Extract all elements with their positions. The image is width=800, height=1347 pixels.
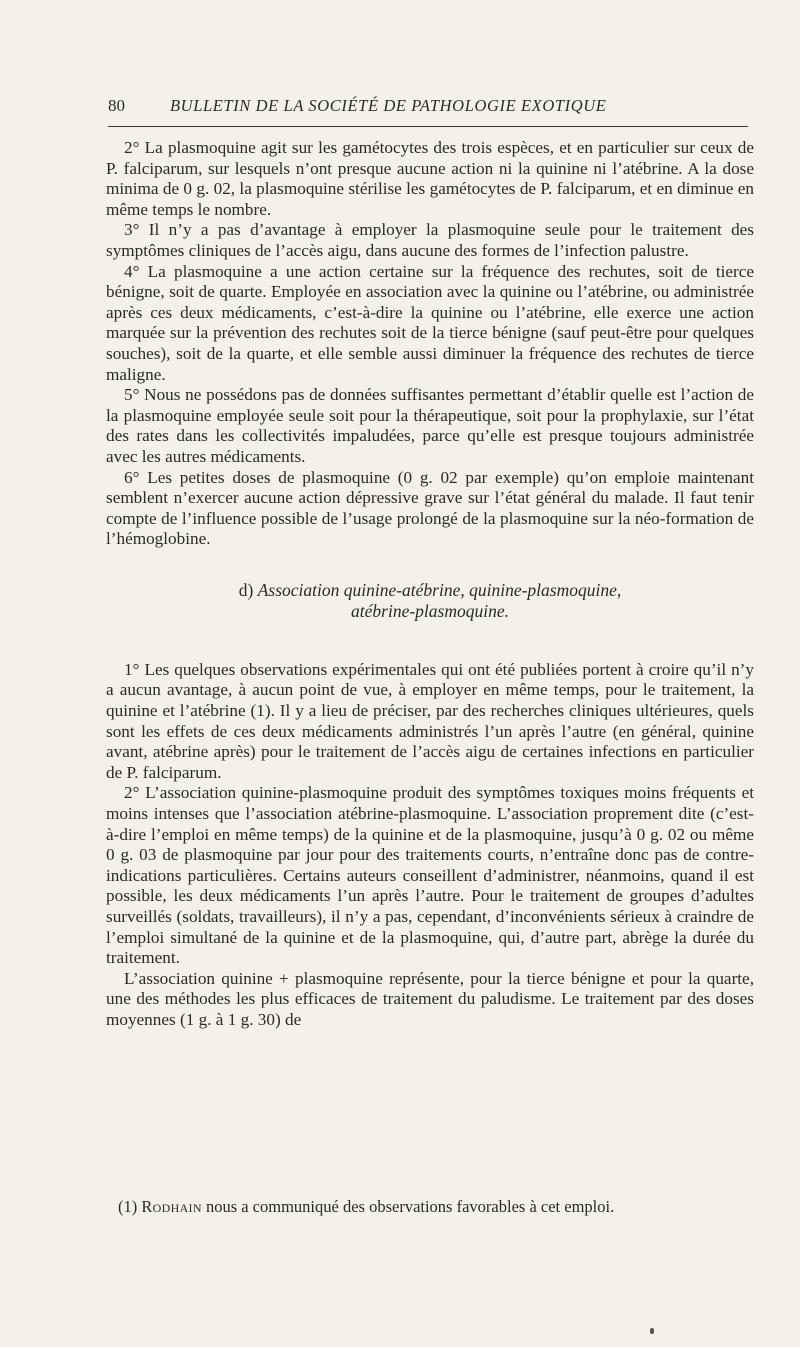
page-number: 80	[108, 96, 125, 115]
paragraph: 3° Il n’y a pas d’avantage à employer la plasmoquine seule pour le traitement des symptômes cliniques de l’accès aigu, dans aucune des formes de l’infection palustre.	[106, 220, 754, 260]
paragraph: 2° La plasmoquine agit sur les gamétocytes des trois espèces, et en particulier sur ceux de P. falciparum, sur lesquels n’ont presque aucune action ni la quinine ni l’atébrine. A la dose minima de 0 g. 02, la plasmoquine stérilise les gamétocytes de P. falciparum, et en diminue en même temps le nombre.	[106, 138, 754, 219]
section-heading	[106, 580, 754, 622]
paragraph: 5° Nous ne possédons pas de données suffisantes permettant d’établir quelle est l’action de la plasmoquine employée seule soit pour la thérapeutique, soit pour la prophylaxie, sur l’état des rates dans les collectivités impaludées, parce qu’elle est presque toujours administrée avec les autres médicaments.	[106, 385, 754, 466]
section-title-line2: atébrine-plasmoquine.	[351, 600, 509, 621]
ink-speck	[650, 1328, 654, 1334]
paragraph: 2° L’association quinine-plasmoquine produit des symptômes toxiques moins fréquents et moins intenses que l’association atébrine-plasmoquine. L’association proprement dite (c’est-à-dire l’emploi en même temps) de la quinine et de la plasmoquine, jusqu’à 0 g. 02 ou même 0 g. 03 de plasmoquine par jour pour des traitements courts, n’entraîne donc pas de contre-indications particulières. Certains auteurs conseillent d’administrer, néanmoins, quand il est possible, les deux médicaments l’un après l’autre. Pour le traitement de groupes d’adultes surveillés (soldats, travailleurs), il n’y a pas, cependant, d’inconvénients sérieux à craindre de l’emploi simultané de la quinine et de la plasmoquine, qui, d’autre part, abrège la durée du traitement.	[106, 783, 754, 968]
section-label: d)	[238, 579, 254, 600]
paragraph: 4° La plasmoquine a une action certaine sur la fréquence des rechutes, soit de tierce bénigne, soit de quarte. Employée en association avec la quinine ou l’atébrine, ou administrée après ces deux médicaments, c’est-à-dire la quinine ou l’atébrine, elle exerce une action marquée sur la prévention des rechutes soit de la tierce bénigne (sauf peut-être pour quelques souches), soit de la quarte, et elle semble aussi diminuer la fréquence des rechutes de tierce maligne.	[106, 261, 754, 384]
footnote-text: nous a communiqué des observations favorables à cet emploi.	[205, 1197, 615, 1216]
page-header	[108, 96, 758, 126]
body-text	[106, 138, 754, 1031]
paragraph: 6° Les petites doses de plasmoquine (0 g. 02 par exemple) qu’on emploie maintenant semblent n’exercer aucune action dépressive grave sur l’état général du malade. Il faut tenir compte de l’influence possible de l’usage prolongé de la plasmoquine sur la néo-formation de l’hémoglobine.	[106, 467, 754, 549]
paragraph: 1° Les quelques observations expérimentales qui ont été publiées portent à croire qu’il n’y a aucun avantage, à aucun point de vue, à employer en même temps, pour le traitement, la quinine et l’atébrine (1). Il y a lieu de préciser, par des recherches cliniques ultérieures, quels sont les effets de ces deux médicaments administrés l’un après l’autre (en général, quinine avant, atébrine après) pour le traitement de l’accès aigu de certaines infections en particulier de P. falciparum.	[106, 659, 754, 782]
footnote-author: Rodhain	[141, 1197, 202, 1216]
running-title: BULLETIN DE LA SOCIÉTÉ DE PATHOLOGIE EXOTIQUE	[170, 96, 607, 115]
footnote-marker: (1)	[118, 1197, 138, 1216]
header-rule	[108, 126, 748, 127]
section-title-line1: Association quinine-atébrine, quinine-plasmoquine,	[257, 579, 622, 600]
footnote	[118, 1197, 758, 1217]
paragraph: L’association quinine + plasmoquine représente, pour la tierce bénigne et pour la quarte, une des méthodes les plus efficaces de traitement du paludisme. Le traitement par des doses moyennes (1 g. à 1 g. 30) de	[106, 968, 754, 1029]
